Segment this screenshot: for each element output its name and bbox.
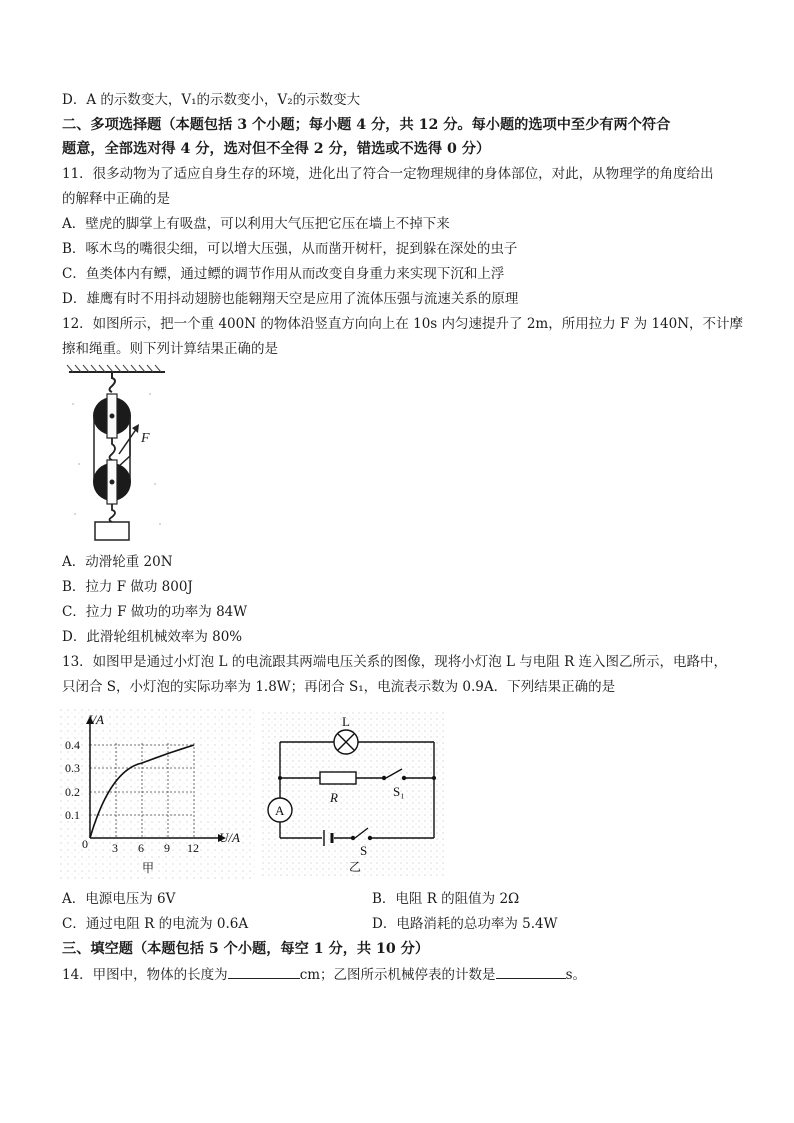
q13-stem-line2: 只闭合 S，小灯泡的实际功率为 1.8W；再闭合 S₁，电流表示数为 0.9A．下列结果正确的是	[62, 679, 616, 695]
lamp-label: L	[342, 714, 350, 729]
pulley-system-figure	[65, 364, 170, 544]
q12-option-c: C．拉力 F 做功的功率为 84W	[62, 604, 248, 620]
q12-stem-line2: 擦和绳重。则下列计算结果正确的是	[62, 341, 278, 357]
q11-option-c: C．鱼类体内有鳔，通过鳔的调节作用从而改变自身重力来实现下沉和上浮	[62, 266, 505, 282]
graph-caption: 甲	[142, 861, 155, 875]
section2-title-line2: 题意，全部选对得 4 分，选对但不全得 2 分，错选或不选得 0 分）	[62, 141, 491, 157]
y-tick-1: 0.3	[65, 761, 80, 775]
section2-title-line1: 二、多项选择题（本题包括 3 个小题；每小题 4 分，共 12 分。每小题的选项中至少有两个符合	[62, 117, 671, 133]
circuit-figure	[262, 712, 444, 876]
switch-label: S	[360, 843, 368, 858]
q11-option-b: B．啄木鸟的嘴很尖细，可以增大压强，从而凿开树杆，捉到躲在深处的虫子	[62, 241, 518, 257]
q14-text-part1: 14．甲图中，物体的长度为	[62, 967, 228, 983]
y-tick-3: 0.1	[65, 808, 80, 822]
q10-option-d: D．A 的示数变大，V₁的示数变小，V₂的示数变大	[62, 92, 361, 108]
section3-title: 三、填空题（本题包括 5 个小题，每空 1 分，共 10 分）	[62, 941, 430, 957]
q14-text-part3: s。	[565, 967, 586, 983]
x-tick-0: 3	[112, 841, 118, 855]
q12-option-b: B．拉力 F 做功 800J	[62, 579, 193, 595]
q14-blank-stopwatch[interactable]	[496, 965, 566, 979]
x-tick-1: 6	[138, 841, 144, 855]
resistor-label: R	[330, 790, 338, 805]
q13-option-a: A．电源电压为 6V	[62, 891, 176, 907]
q11-stem-line2: 的解释中正确的是	[62, 191, 170, 207]
q13-stem-line1: 13．如图甲是通过小灯泡 L 的电流跟其两端电压关系的图像，现将小灯泡 L 与电阻 R 连入图乙所示，电路中，	[62, 654, 728, 670]
q14-line	[62, 965, 586, 984]
y-tick-2: 0.2	[65, 785, 80, 799]
ammeter-label: A	[275, 803, 285, 818]
q12-option-a: A．动滑轮重 20N	[62, 554, 173, 570]
q12-stem-line1: 12．如图所示，把一个重 400N 的物体沿竖直方向向上在 10s 内匀速提升了 2m，所用拉力 F 为 140N，不计摩	[62, 316, 744, 332]
origin-label: 0	[82, 837, 88, 851]
q12-option-d: D．此滑轮组机械效率为 80%	[62, 629, 243, 645]
q13-option-b: B．电阻 R 的阻值为 2Ω	[372, 891, 520, 907]
y-axis-label: I/A	[88, 712, 104, 727]
q11-option-a: A．壁虎的脚掌上有吸盘，可以利用大气压把它压在墙上不掉下来	[62, 216, 450, 232]
circuit-caption: 乙	[349, 860, 362, 874]
y-tick-0: 0.4	[65, 738, 80, 752]
q14-text-part2: cm；乙图所示机械停表的计数是	[299, 967, 496, 983]
x-axis-label: U/A	[219, 830, 240, 845]
q11-option-d: D．雄鹰有时不用抖动翅膀也能翱翔天空是应用了流体压强与流速关系的原理	[62, 291, 519, 307]
q13-option-c: C．通过电阻 R 的电流为 0.6A	[62, 916, 249, 932]
x-tick-2: 9	[164, 841, 170, 855]
force-label: F	[141, 431, 150, 446]
switch1-label: S₁	[393, 784, 405, 799]
q14-blank-length[interactable]	[228, 965, 300, 979]
q13-option-d: D．电路消耗的总功率为 5.4W	[372, 916, 558, 932]
x-tick-3: 12	[187, 841, 199, 855]
q11-stem-line1: 11．很多动物为了适应自身生存的环境，进化出了符合一定物理规律的身体部位，对此，从物理学的角度给出	[62, 166, 714, 182]
iv-graph-figure	[60, 708, 255, 880]
